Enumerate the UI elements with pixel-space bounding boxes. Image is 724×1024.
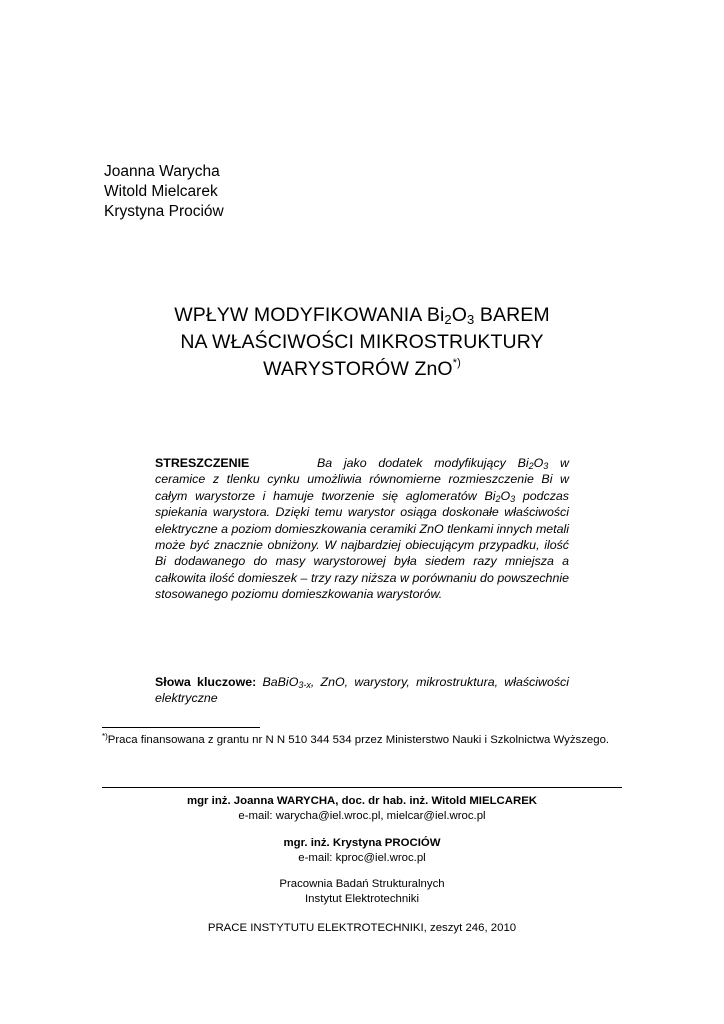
abstract-label: STRESZCZENIE xyxy=(155,456,250,470)
journal-info: PRACE INSTYTUTU ELEKTROTECHNIKI, zeszyt 246, 2010 xyxy=(207,922,517,934)
author-name: Joanna Warycha xyxy=(104,163,220,180)
affiliation-block-1 xyxy=(102,794,622,823)
institute-name: Instytut Elektrotechniki xyxy=(305,892,419,905)
title-line-3: WARYSTORÓW ZnO*) xyxy=(263,357,461,380)
title-line-2: NA WŁAŚCIWOŚCI MIKROSTRUKTURY xyxy=(180,331,544,353)
footnote: *)Praca finansowana z grantu nr N N 510 344 534 przez Ministerstwo Nauki i Szkolnictwa Wyższego. xyxy=(102,732,610,746)
affiliation-email: e-mail: kproc@iel.wroc.pl xyxy=(298,851,426,864)
author-name: Krystyna Prociów xyxy=(104,203,224,220)
title-line-1: WPŁYW MODYFIKOWANIA $Bi_2O_3$ BAREM xyxy=(174,304,550,327)
footnote-mark: *) xyxy=(452,357,461,369)
abstract: STRESZCZENIE Ba jako dodatek modyfikujący $Bi_2O_3$ w ceramice z tlenku cynku umożliwia równomierne rozmieszczenie Bi w całym warystorze i hamuje tworzenie się aglomeratów $Bi_2O_3$ podczas spiekania warystora. Dzięki temu warystor osiąga doskonałe właściwości elektryczne a poziom domieszkowania ceramiki ZnO tlenkami innych metali może być znacznie obniżony. W najbardziej obiecującym przypadku, ilość Bi dodawanego do masy warystorowej była siedem razy mniejsza a całkowita ilość domieszek – trzy razy niższa w porównaniu do powszechnie stosowanego poziomu domieszkowania warystorów. xyxy=(155,456,570,602)
keywords-label: Słowa kluczowe: xyxy=(155,675,257,689)
affiliation-institution xyxy=(102,877,622,906)
author-list xyxy=(104,162,224,222)
footnote-divider xyxy=(102,727,260,728)
affiliation-authors: mgr inż. Joanna WARYCHA, doc. dr hab. inż. Witold MIELCAREK xyxy=(186,795,538,807)
lab-name: Pracownia Badań Strukturalnych xyxy=(279,878,445,890)
affiliation-authors: mgr. inż. Krystyna PROCIÓW xyxy=(283,837,441,849)
keywords: Słowa kluczowe: BaBiO$_{3-x}$, ZnO, warystory, mikrostruktura, właściwości elektryczne xyxy=(155,675,569,706)
paper-title xyxy=(104,302,620,383)
affiliation-block-2 xyxy=(102,836,622,865)
affiliation-divider xyxy=(102,787,622,788)
affiliation-email: e-mail: warycha@iel.wroc.pl, mielcar@iel.wroc.pl xyxy=(238,809,486,822)
author-name: Witold Mielcarek xyxy=(104,183,218,200)
